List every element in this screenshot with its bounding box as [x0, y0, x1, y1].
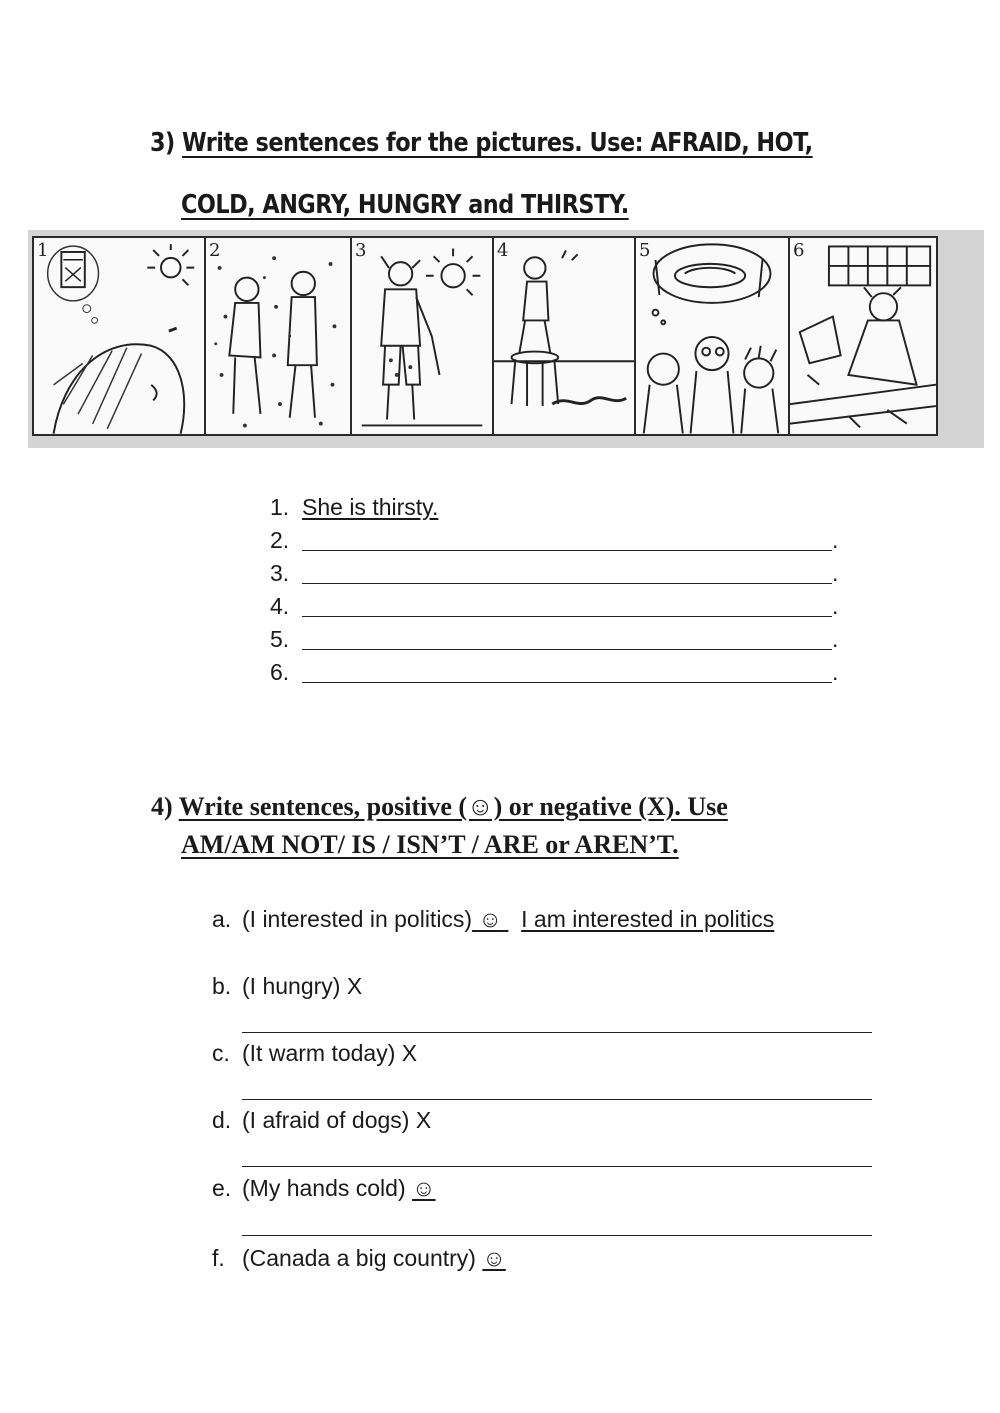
answer-number: 6.: [270, 659, 290, 685]
angry-person-drawing: [790, 238, 936, 434]
answer-number: 5.: [270, 626, 290, 652]
answer-end: .: [832, 626, 839, 652]
cold-people-drawing: [206, 238, 350, 434]
answer-number: 1.: [270, 494, 290, 520]
picture-panel-1: [32, 236, 206, 436]
exercise4-heading-line1: [151, 792, 728, 822]
thirsty-girl-drawing: [34, 238, 204, 434]
exercise3-instruction-line2: COLD, ANGRY, HUNGRY and THIRSTY.: [181, 190, 629, 220]
exercise4-number: 4): [151, 792, 173, 821]
item-answer[interactable]: I am interested in politics: [521, 906, 775, 932]
exercise4-item-a: [212, 906, 774, 933]
answer-number: 3.: [270, 560, 290, 586]
exercise3-instruction-line1: Write sentences for the pictures. Use: AFRAID, HOT,: [182, 128, 813, 158]
exercise4-item-f: [212, 1245, 506, 1272]
item-prompt: (I interested in politics): [242, 906, 473, 932]
item-prompt: (My hands cold): [242, 1175, 406, 1201]
exercise4-item-c: [212, 1040, 417, 1067]
answer-row-1: [270, 494, 438, 521]
answer-blank[interactable]: [302, 594, 832, 617]
answer-line-b[interactable]: [242, 1032, 872, 1033]
answer-end: .: [832, 659, 839, 685]
item-prompt: (I afraid of dogs): [242, 1107, 410, 1133]
panel-number-3: 3: [355, 240, 367, 261]
item-letter: b.: [212, 973, 232, 999]
answer-row-5: [270, 626, 838, 653]
item-prompt: (Canada a big country): [242, 1245, 476, 1271]
answer-row-6: [270, 659, 838, 686]
answer-row-2: [270, 527, 838, 554]
answer-line-e[interactable]: [242, 1235, 872, 1236]
answer-number: 2.: [270, 527, 290, 553]
answer-line-d[interactable]: [242, 1166, 872, 1167]
picture-panel-6: [788, 236, 938, 436]
exercise4-item-b: [212, 973, 362, 1000]
exercise4-item-d: [212, 1107, 431, 1134]
answer-row-3: [270, 560, 838, 587]
exercise3-heading-line2: [181, 190, 629, 220]
answer-blank[interactable]: [302, 528, 832, 551]
hot-man-drawing: [352, 238, 492, 434]
item-prompt: (It warm today): [242, 1040, 396, 1066]
item-letter: a.: [212, 906, 232, 932]
picture-panel-5: [634, 236, 790, 436]
exercise3-number: 3): [150, 128, 175, 158]
item-mark: X: [401, 1040, 418, 1066]
panel-number-6: 6: [793, 240, 805, 261]
item-letter: f.: [212, 1245, 225, 1271]
item-letter: d.: [212, 1107, 232, 1133]
picture-panel-3: [350, 236, 494, 436]
item-mark: X: [415, 1107, 432, 1133]
answer-blank[interactable]: [302, 627, 832, 650]
answer-blank[interactable]: [302, 660, 832, 683]
panel-number-1: 1: [37, 240, 49, 261]
item-letter: e.: [212, 1175, 232, 1201]
answer-end: .: [832, 593, 839, 619]
panel-number-5: 5: [639, 240, 651, 261]
answer-end: .: [832, 527, 839, 553]
afraid-man-drawing: [494, 238, 634, 434]
panel-number-4: 4: [497, 240, 509, 261]
picture-strip: [28, 230, 984, 448]
item-mark: X: [346, 973, 363, 999]
answer-row-4: [270, 593, 838, 620]
item-letter: c.: [212, 1040, 230, 1066]
picture-panel-4: [492, 236, 636, 436]
answer-line-c[interactable]: [242, 1099, 872, 1100]
exercise4-item-e: [212, 1175, 436, 1202]
exercise3-heading-line1: [150, 128, 813, 158]
answer-blank[interactable]: [302, 561, 832, 584]
item-mark: ☺: [482, 1245, 506, 1271]
answer-text[interactable]: She is thirsty.: [302, 494, 439, 520]
exercise4-instruction-line2: AM/AM NOT/ IS / ISN’T / ARE or AREN’T.: [181, 830, 679, 859]
exercise4-instruction-line1: Write sentences, positive (☺) or negative (X). Use: [178, 792, 728, 821]
answer-number: 4.: [270, 593, 290, 619]
item-mark: ☺: [478, 906, 502, 932]
picture-panel-2: [204, 236, 352, 436]
exercise4-heading-line2: [181, 830, 679, 860]
answer-end: .: [832, 560, 839, 586]
hungry-people-drawing: [636, 238, 788, 434]
item-prompt: (I hungry): [242, 973, 341, 999]
item-mark: ☺: [412, 1175, 436, 1201]
panel-number-2: 2: [209, 240, 221, 261]
